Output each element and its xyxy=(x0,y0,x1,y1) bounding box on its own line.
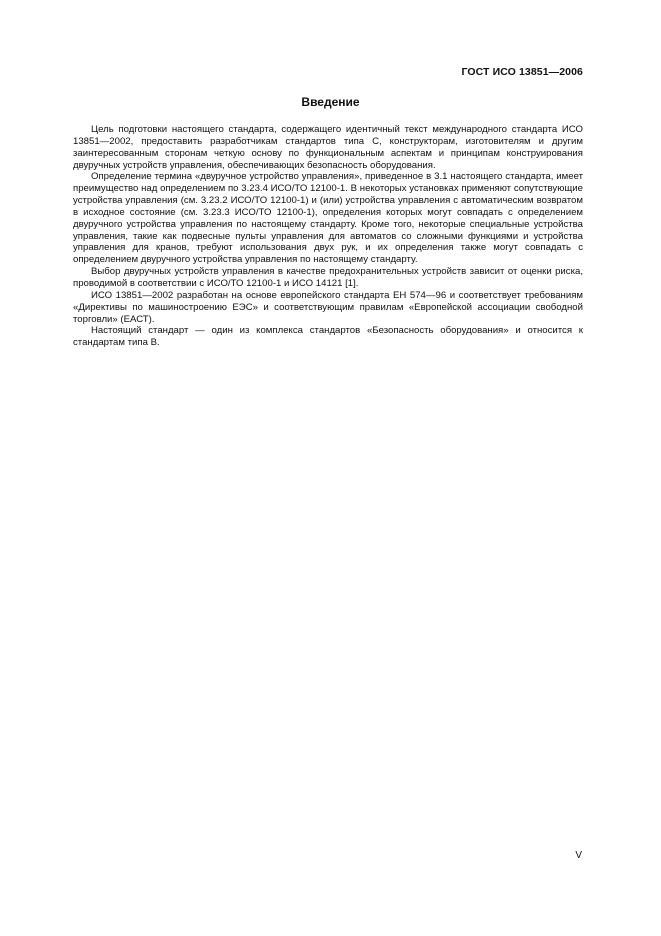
page-number: V xyxy=(575,850,582,861)
paragraph-purpose: Цель подготовки настоящего стандарта, содержащего идентичный текст международного стандарта ИСО 13851—2002, предоставить разработчикам стандартов типа С, конструкторам, изготовителям и другим заинтересованным сторонам четкую основу по функциональным аспектам и принципам конструирования двуручных устройств управления, обеспечивающих безопасность оборудования. xyxy=(73,124,583,171)
paragraph-selection: Выбор двуручных устройств управления в качестве предохранительных устройств зависит от оценки риска, проводимой в соответствии с ИСО/ТО 12100-1 и ИСО 14121 [1]. xyxy=(73,266,583,289)
paragraph-scope: Настоящий стандарт — один из комплекса стандартов «Безопасность оборудования» и относится к стандартам типа В. xyxy=(73,325,583,349)
introduction-body xyxy=(73,124,583,349)
paragraph-origin: ИСО 13851—2002 разработан на основе европейского стандарта ЕН 574—96 и соответствует требованиям «Директивы по машиностроению ЕЭС» и соответствующим правилам «Европейской ассоциации свободной торговли» (ЕАСТ). xyxy=(73,289,583,325)
document-code-header: ГОСТ ИСО 13851—2006 xyxy=(461,66,583,78)
section-title: Введение xyxy=(301,95,360,109)
paragraph-definition: Определение термина «двуручное устройство управления», приведенное в 3.1 настоящего стандарта, имеет преимущество над определением по 3.23.4 ИСО/ТО 12100-1. В некоторых установках применяют сопутствующие устройства управления (см. 3.23.2 ИСО/ТО 12100-1) и (или) устройства управления с автоматическим возвратом в исходное состояние (см. 3.23.3 ИСО/ТО 12100-1), определения которых могут совпадать с определением двуручного устройства управления по настоящему стандарту. Кроме того, некоторые специальные устройства управления, такие как подвесные пульты управления для автоматов со сложными функциями и устройства управления для кранов, требуют использования двух рук, и их определения также могут совпадать с определением двуручного устройства управления по настоящему стандарту. xyxy=(73,171,583,266)
